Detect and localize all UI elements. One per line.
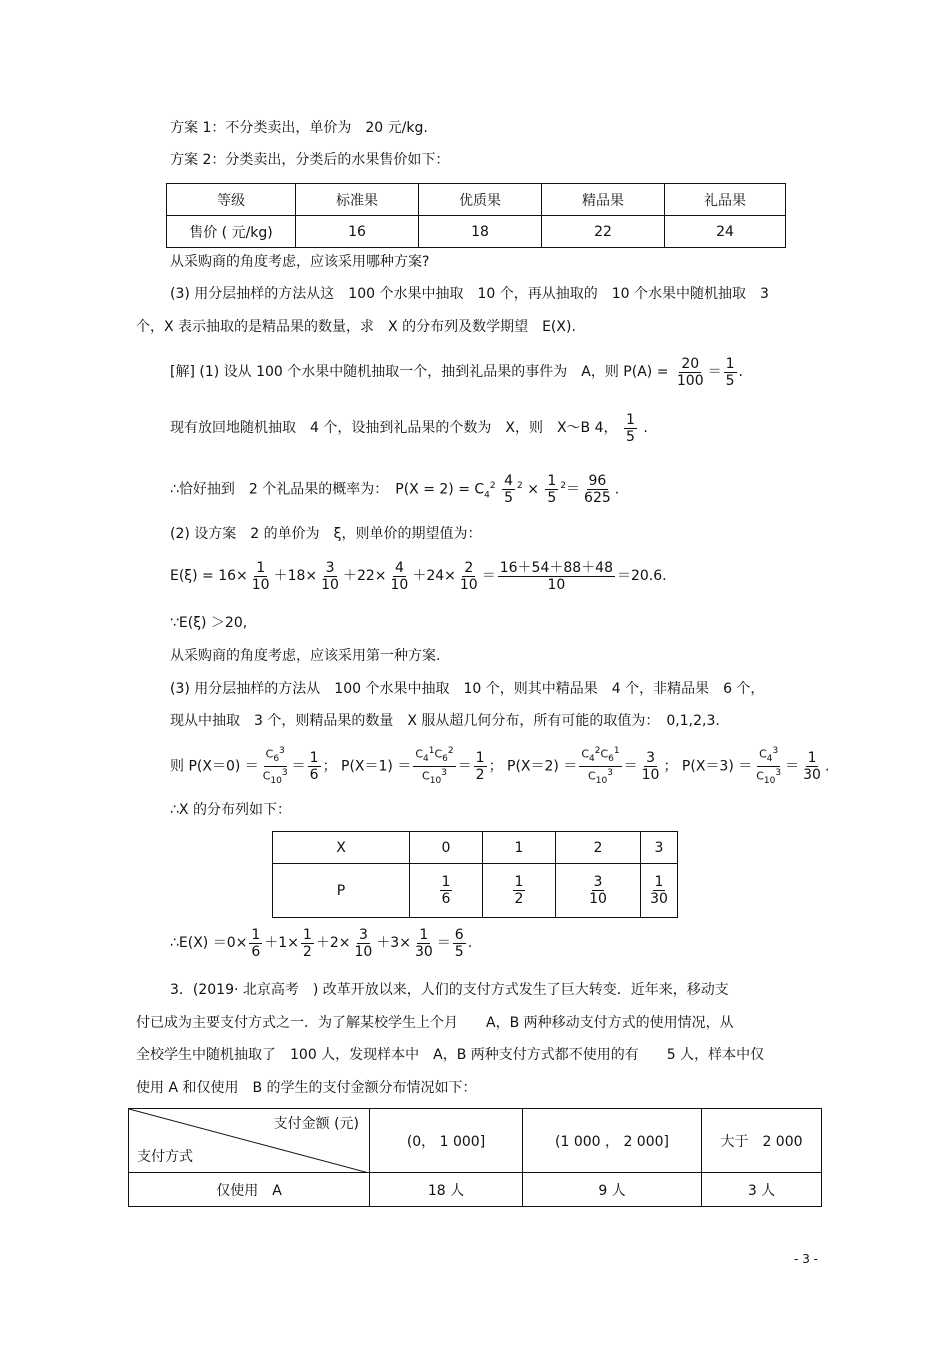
solution-3-line-d: ∴X 的分布列如下： — [170, 802, 291, 818]
dist-x-label: X — [273, 832, 410, 864]
question-3-line-2: 个，X 表示抽取的是精品果的数量，求 X 的分布列及数学期望 E(X). — [136, 319, 576, 335]
price-header: 等级 — [167, 184, 296, 216]
fraction: $\frac{C_6^3}{C_{10}^3}$ — [262, 746, 288, 786]
corner-bottom-label: 支付方式 — [137, 1149, 193, 1165]
solution-text: ∴恰好抽到 2 个礼品果的概率为： P(X = 2) = C — [170, 481, 485, 498]
pay-cell: 18 人 — [370, 1173, 523, 1207]
dist-p-label: P — [273, 864, 410, 918]
fraction: $\frac{C_4^3}{C_{10}^3}$ — [756, 746, 782, 786]
price-row-label: 售价 ( 元/kg) — [167, 216, 296, 248]
fraction: $\frac{2}{10}$ — [459, 559, 478, 593]
dist-p-value: $\frac{1}{6}$ — [410, 864, 483, 918]
payment-table — [128, 1108, 822, 1207]
dist-x-value: 0 — [410, 832, 483, 864]
solution-1-line-b: 现有放回地随机抽取 4 个，设抽到礼品果的个数为 X，则 X～B 4， $\frac{1}{5}$ . — [170, 411, 648, 445]
corner-top-label: 支付金额 (元) — [273, 1116, 359, 1132]
problem-3-line-1: 3．(2019· 北京高考 ) 改革开放以来，人们的支付方式发生了巨大转变．近年来，移动支 — [170, 982, 729, 998]
fraction: $\frac{1}{6}$ — [309, 749, 319, 783]
distribution-table — [272, 831, 678, 918]
fraction: $\frac{16+54+88+48}{10}$ — [499, 559, 613, 593]
fraction: $\frac{C_4^1C_6^2}{C_{10}^3}$ — [415, 746, 454, 786]
diagonal-header-cell — [129, 1109, 370, 1173]
problem-3-line-3: 全校学生中随机抽取了 100 人，发现样本中 A，B 两种支付方式都不使用的有 5 人，样本中仅 — [136, 1047, 765, 1063]
solution-2-line-b: E(ξ) = 16× $\frac{1}{10}$ ＋18× $\frac{3}{10}$ ＋22× $\frac{4}{10}$ ＋24× $\frac{2}{10}$ ＝ $\frac{16+54+88+48}{10}$ ＝20.6. — [170, 559, 667, 593]
fraction: $\frac{C_4^2C_6^1}{C_{10}^3}$ — [581, 746, 620, 786]
fraction: $\frac{20}{100}$ — [676, 355, 704, 389]
solution-3-line-c: 则 P(X＝0) ＝ $\frac{C_6^3}{C_{10}^3}$ ＝ $\frac{1}{6}$ ； P(X＝1) ＝ $\frac{C_4^1C_6^2}{C_{10}^3}$ ＝ $\frac{1}{2}$ ； P(X＝2) ＝ $\frac{C_4^2C_6^1}{C_{10}^3}$ ＝ $\frac{3}{10}$ ； P(X＝3) ＝ $\frac{C_4^3}{C_{10}^3}$ ＝ $\frac{1}{30}$ . — [170, 746, 830, 786]
pay-cell: 9 人 — [523, 1173, 702, 1207]
fraction: $\frac{1}{30}$ — [803, 749, 821, 783]
price-cell: 18 — [419, 216, 542, 248]
solution-2-line-c: ∵E(ξ) ＞20, — [170, 615, 248, 631]
price-header: 优质果 — [419, 184, 542, 216]
solution-2-line-a: (2) 设方案 2 的单价为 ξ，则单价的期望值为： — [170, 526, 482, 542]
problem-3-line-4: 使用 A 和仅使用 B 的学生的支付金额分布情况如下： — [136, 1080, 477, 1096]
pay-col-header: (1 000 ， 2 000] — [523, 1109, 702, 1173]
fraction: $\frac{1}{5}$ — [625, 411, 635, 445]
question-3-line-1: (3) 用分层抽样的方法从这 100 个水果中抽取 10 个，再从抽取的 10 个水果中随机抽取 3 — [170, 286, 769, 302]
fraction: $\frac{1}{2}$ — [475, 749, 485, 783]
fraction: $\frac{4}{10}$ — [390, 559, 409, 593]
pay-row-label: 仅使用 A — [129, 1173, 370, 1207]
pay-col-header: 大于 2 000 — [702, 1109, 822, 1173]
plan2-line: 方案 2：分类卖出，分类后的水果售价如下： — [170, 152, 450, 168]
fraction: $\frac{4}{5}$ — [504, 473, 514, 507]
plan1-line: 方案 1：不分类卖出，单价为 20 元/kg. — [170, 120, 428, 136]
fraction: $\frac{1}{5}$ — [547, 473, 557, 507]
price-cell: 22 — [542, 216, 665, 248]
dist-p-value: $\frac{1}{2}$ — [483, 864, 556, 918]
price-header: 精品果 — [542, 184, 665, 216]
page-number: - 3 - — [794, 1252, 818, 1266]
pay-cell: 3 人 — [702, 1173, 822, 1207]
solution-3-line-a: (3) 用分层抽样的方法从 100 个水果中抽取 10 个，则其中精品果 4 个，非精品果 6 个， — [170, 681, 765, 697]
dist-p-value: $\frac{1}{30}$ — [641, 864, 678, 918]
solution-text: ＝20.6. — [616, 568, 667, 584]
dist-p-value: $\frac{3}{10}$ — [556, 864, 641, 918]
price-header: 礼品果 — [665, 184, 786, 216]
solution-2-line-d: 从采购商的角度考虑，应该采用第一种方案. — [170, 648, 441, 664]
solution-1-line-a: [解] (1) 设从 100 个水果中随机抽取一个，抽到礼品果的事件为 A，则 P(A) = $\frac{20}{100}$ ＝ $\frac{1}{5}$ . — [170, 355, 743, 389]
fraction: $\frac{1}{10}$ — [251, 559, 270, 593]
solution-text: E(ξ) = 16× — [170, 568, 248, 584]
question-2-line: 从采购商的角度考虑，应该采用哪种方案? — [170, 254, 430, 270]
pay-col-header: (0， 1 000] — [370, 1109, 523, 1173]
dist-x-value: 2 — [556, 832, 641, 864]
fraction: $\frac{3}{10}$ — [641, 749, 660, 783]
dist-x-value: 1 — [483, 832, 556, 864]
price-table — [166, 183, 786, 248]
dist-x-value: 3 — [641, 832, 678, 864]
price-header: 标准果 — [296, 184, 419, 216]
problem-3-line-2: 付已成为主要支付方式之一．为了解某校学生上个月 A，B 两种移动支付方式的使用情况，从 — [136, 1015, 734, 1031]
price-cell: 16 — [296, 216, 419, 248]
fraction: $\frac{3}{10}$ — [321, 559, 339, 593]
price-cell: 24 — [665, 216, 786, 248]
solution-text: 现有放回地随机抽取 4 个，设抽到礼品果的个数为 X，则 X～B 4， — [170, 420, 618, 436]
solution-1-line-c: ∴恰好抽到 2 个礼品果的概率为： $P(X = 2) = C_4^2$ $\frac{4}{5}$ $^2$ × $\frac{1}{5}$ $^2$＝ $\frac{96}{625}$ . — [170, 473, 620, 507]
solution-3-line-b: 现从中抽取 3 个，则精品果的数量 X 服从超几何分布，所有可能的取值为： 0,1,2,3. — [170, 713, 720, 729]
fraction: $\frac{1}{5}$ — [725, 355, 735, 389]
expectation-line: ∴E(X) ＝0× $\frac{1}{6}$ ＋1× $\frac{1}{2}$ ＋2× $\frac{3}{10}$ ＋3× $\frac{1}{30}$ ＝ $\frac{6}{5}$ . — [170, 926, 473, 960]
solution-text: [解] (1) 设从 100 个水果中随机抽取一个，抽到礼品果的事件为 A，则 P(A) = — [170, 364, 669, 380]
fraction: $\frac{96}{625}$ — [584, 473, 611, 507]
